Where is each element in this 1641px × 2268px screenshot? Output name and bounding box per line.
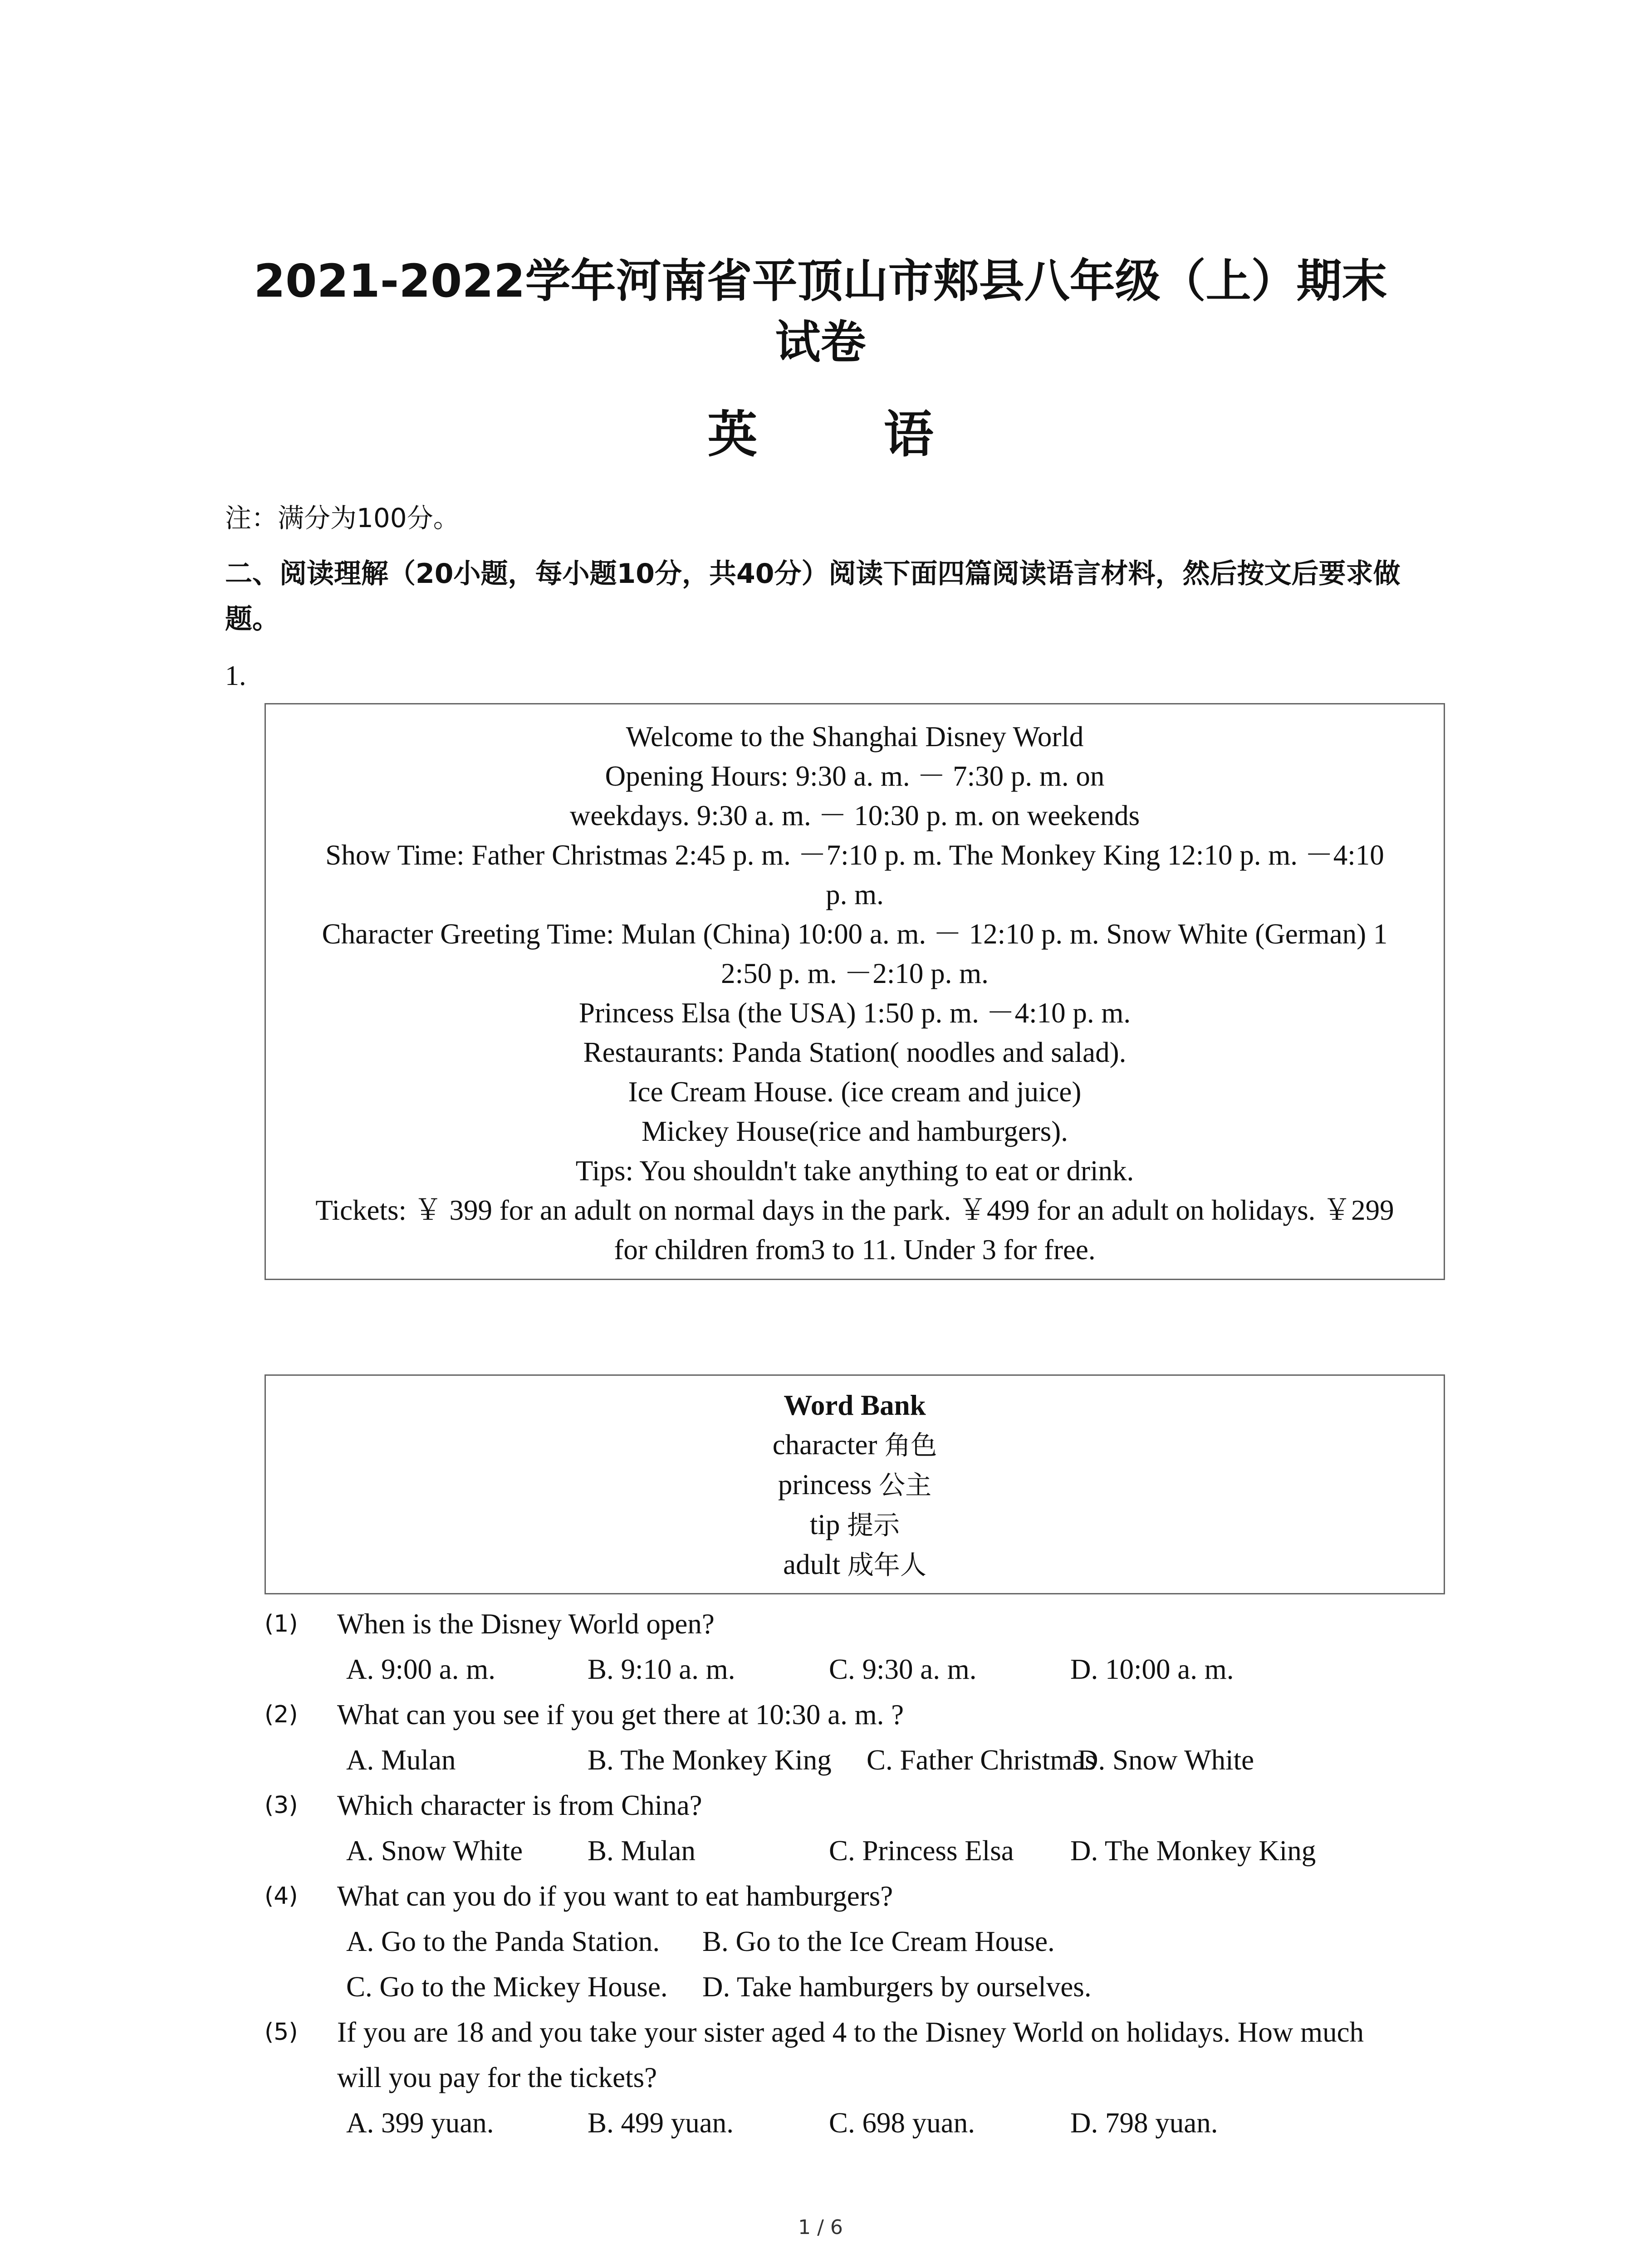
word-en: tip [809,1509,840,1540]
notice-line: Opening Hours: 9:30 a. m. － 7:30 p. m. on [605,760,1105,792]
page-title-continued: 试卷 [775,316,866,369]
option-row [346,1647,1489,1692]
question-stem: Which character is from China? [337,1789,702,1821]
word-en: character [772,1429,877,1461]
question-item [265,2009,1489,2146]
question-stem: What can you see if you get there at 10:30 a. m. ? [337,1699,904,1730]
word-bank-heading: Word Bank [784,1389,926,1421]
sub-question-number: (5) [265,2019,298,2046]
option-b: B. The Monkey King [588,1744,832,1776]
notice-line: Show Time: Father Christmas 2:45 p. m. －7:10 p. m. The Monkey King 12:10 p. m. －4:10 [325,839,1384,871]
section-heading: 二、阅读理解（20小题，每小题10分，共40分）阅读下面四篇阅读语言材料，然后按文后要求做题。 [225,558,1401,635]
option-a: A. 399 yuan. [346,2107,494,2139]
notice-line: Restaurants: Panda Station( noodles and salad). [583,1036,1127,1068]
question-number: 1. [225,660,246,691]
page-title: 2021-2022学年河南省平顶山市郏县八年级（上）期末 [254,254,1387,308]
question-item [265,1783,1489,1873]
notice-line: p. m. [826,879,884,910]
question-stem: What can you do if you want to eat hamburgers? [337,1880,893,1912]
word-cn: 成年人 [847,1549,926,1580]
score-note: 注：满分为100分。 [225,503,460,533]
notice-line: 2:50 p. m. －2:10 p. m. [721,958,989,989]
sub-question-number: (2) [265,1701,298,1728]
option-d: D. 10:00 a. m. [1070,1653,1234,1685]
word-bank-entry [266,1465,1444,1505]
notice-line: Character Greeting Time: Mulan (China) 10:00 a. m. － 12:10 p. m. Snow White (German) 1 [322,918,1388,950]
option-a: A. Mulan [346,1744,456,1776]
option-c: C. 698 yuan. [829,2107,975,2139]
word-en: adult [783,1549,841,1580]
option-row [346,1919,1489,1964]
question-item [265,1601,1489,1692]
question-stem-continued: will you pay for the tickets? [337,2062,657,2093]
question-item [265,1692,1489,1783]
option-b: B. Mulan [588,1835,696,1867]
notice-line: for children from3 to 11. Under 3 for free. [614,1234,1096,1266]
sub-question-number: (1) [265,1610,298,1637]
word-cn: 公主 [879,1470,932,1501]
sub-question-number: (4) [265,1882,298,1910]
word-cn: 提示 [847,1510,900,1540]
page-number: 1 / 6 [798,2216,843,2239]
option-b: B. 499 yuan. [588,2107,734,2139]
option-row [346,2100,1489,2146]
sub-question-number: (3) [265,1792,298,1819]
option-d: D. Snow White [1078,1744,1254,1776]
option-row [346,1964,1489,2009]
notice-line: Ice Cream House. (ice cream and juice) [628,1076,1082,1108]
subject-heading: 英 语 [707,406,988,464]
option-row [346,1737,1489,1783]
option-b: B. 9:10 a. m. [588,1653,735,1685]
word-cn: 角色 [884,1430,937,1461]
question-stem: When is the Disney World open? [337,1608,715,1640]
question-stem: If you are 18 and you take your sister aged 4 to the Disney World on holidays. How much [337,2016,1364,2048]
option-c: C. 9:30 a. m. [829,1653,977,1685]
option-c: C. Go to the Mickey House. [346,1971,668,2003]
notice-line: Tips: You shouldn't take anything to eat or drink. [575,1155,1134,1187]
notice-box [265,703,1445,1280]
word-bank-entry [266,1545,1444,1585]
option-row [346,1828,1489,1873]
notice-line: Mickey House(rice and hamburgers). [641,1115,1068,1147]
word-en: princess [778,1469,872,1501]
word-bank-box [265,1374,1445,1594]
option-c: C. Princess Elsa [829,1835,1014,1867]
question-item [265,1873,1489,2009]
option-d: D. Take hamburgers by ourselves. [702,1971,1092,2003]
notice-line: Princess Elsa (the USA) 1:50 p. m. －4:10 p. m. [578,997,1131,1029]
word-bank-entry [266,1505,1444,1545]
option-d: D. The Monkey King [1070,1835,1316,1867]
option-d: D. 798 yuan. [1070,2107,1218,2139]
question-list [265,1601,1489,2146]
option-a: A. Go to the Panda Station. [346,1926,660,1957]
option-c: C. Father Christmas [867,1744,1096,1776]
notice-line: weekdays. 9:30 a. m. － 10:30 p. m. on weekends [569,800,1140,831]
word-bank-entry [266,1425,1444,1465]
option-a: A. 9:00 a. m. [346,1653,495,1685]
notice-line: Tickets: ￥ 399 for an adult on normal days in the park. ￥499 for an adult on holidays. ￥299 [315,1194,1394,1226]
notice-line: Welcome to the Shanghai Disney World [626,721,1084,753]
option-a: A. Snow White [346,1835,523,1867]
option-b: B. Go to the Ice Cream House. [702,1926,1055,1957]
